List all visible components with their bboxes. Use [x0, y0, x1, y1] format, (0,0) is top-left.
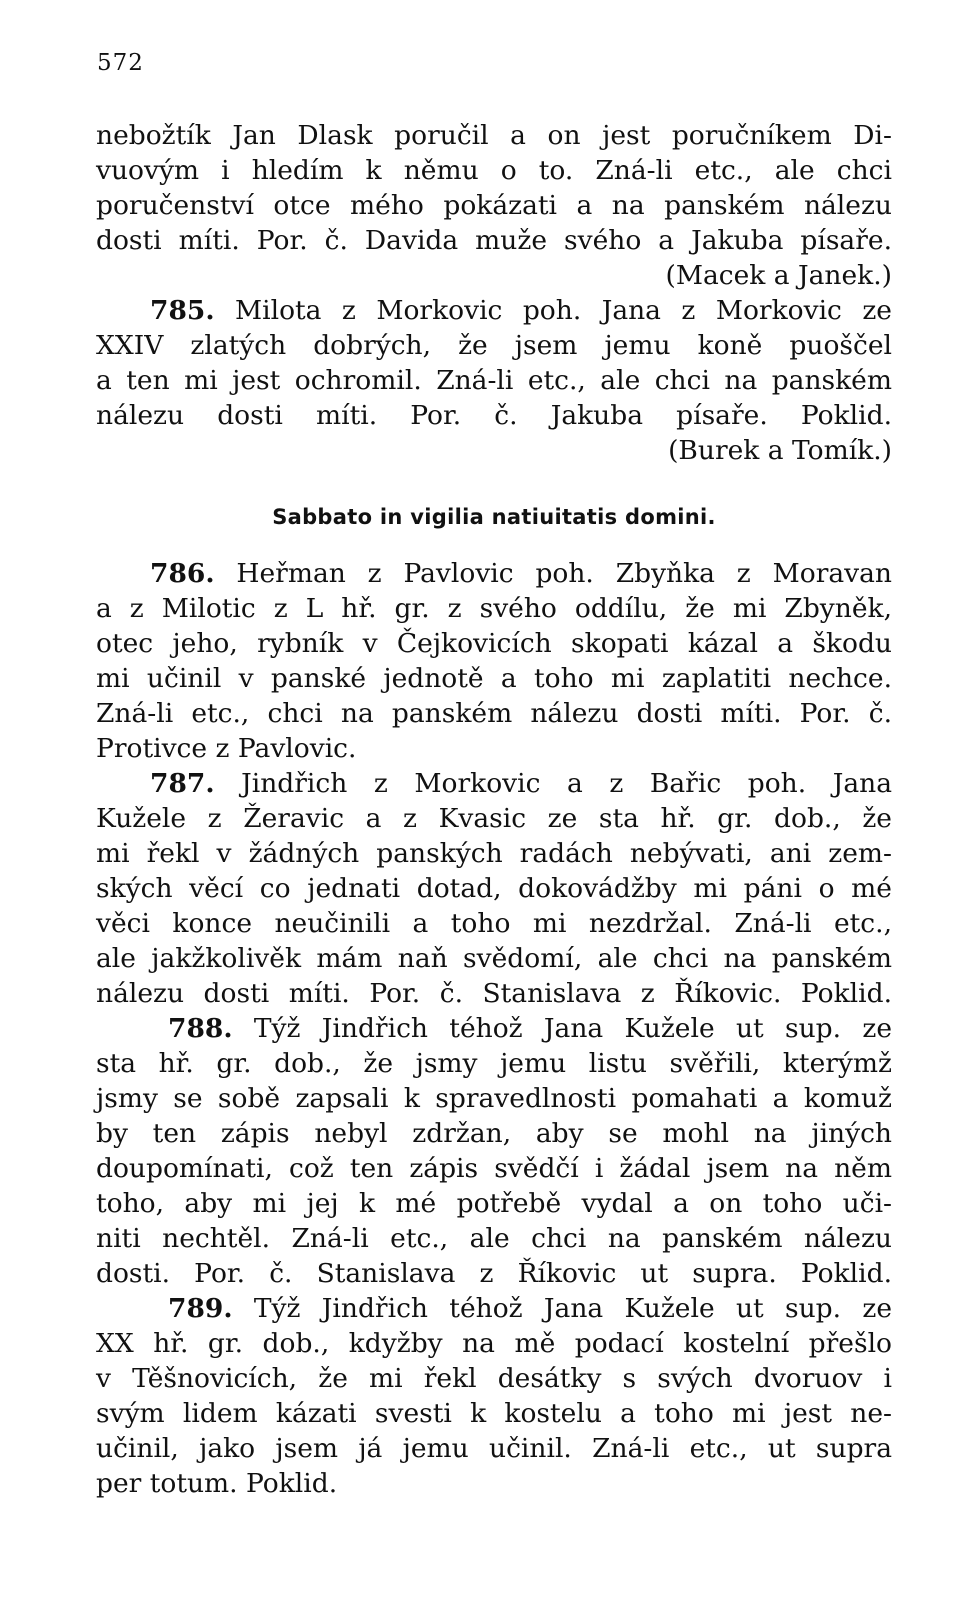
entry-text: Týž Jindřich téhož Jana Kužele ut sup. ze — [232, 1013, 892, 1044]
entry-first-line — [168, 1291, 892, 1327]
entry-text: Milota z Morkovic poh. Jana z Morkovic ze — [214, 295, 892, 326]
text-line: poručenství otce mého pokázati a na panském nálezu — [96, 190, 892, 221]
text-line: per totum. Poklid. — [96, 1468, 338, 1499]
text-line: doupomínati, což ten zápis svědčí i žádal jsem na něm — [96, 1153, 892, 1184]
entry-number: 785. — [150, 295, 215, 326]
text-line: by ten zápis nebyl zdržan, aby se mohl na jiných — [96, 1118, 892, 1149]
text-line: mi učinil v panské jednotě a toho mi zaplatiti nechce. — [96, 663, 892, 694]
entry-first-line — [150, 293, 892, 329]
text-line: jsmy se sobě zapsali k spravedlnosti pomahati a komuž — [96, 1083, 892, 1114]
text-line: XX hř. gr. dob., kdyžby na mě podací kostelní přešlo — [96, 1328, 892, 1359]
text-line: a ten mi jest ochromil. Zná-li etc., ale chci na panském — [96, 365, 892, 396]
text-line: ských věcí co jednati dotad, dokovádžby mi páni o mé — [96, 873, 892, 904]
text-line: toho, aby mi jej k mé potřebě vydal a on toho uči- — [96, 1188, 892, 1219]
text-line: nebožtík Jan Dlask poručil a on jest poručníkem Di- — [96, 120, 892, 151]
text-line: věci konce neučinili a toho mi nezdržal. Zná-li etc., — [96, 908, 892, 939]
entry-text: Jindřich z Morkovic a z Bařic poh. Jana — [214, 768, 892, 799]
text-line: Protivce z Pavlovic. — [96, 733, 357, 764]
text-line: dosti. Por. č. Stanislava z Říkovic ut supra. Poklid. — [96, 1258, 892, 1289]
entry-first-line — [150, 766, 892, 802]
text-line: otec jeho, rybník v Čejkovicích skopati kázal a škodu — [96, 628, 892, 659]
entry-number: 787. — [150, 768, 215, 799]
text-line: učinil, jako jsem já jemu učinil. Zná-li etc., ut supra — [96, 1433, 892, 1464]
text-line: Zná-li etc., chci na panském nálezu dosti míti. Por. č. — [96, 698, 892, 729]
entry-first-line — [150, 556, 892, 592]
page-number: 572 — [97, 50, 144, 76]
entry-text: Týž Jindřich téhož Jana Kužele ut sup. ze — [232, 1293, 892, 1324]
text-line: Kužele z Žeravic a z Kvasic ze sta hř. gr. dob., že — [96, 803, 892, 834]
text-line: ale jakžkolivěk mám naň svědomí, ale chci na panském — [96, 943, 892, 974]
entry-first-line — [168, 1011, 892, 1047]
entry-number: 786. — [150, 558, 215, 589]
entry-number: 789. — [168, 1293, 233, 1324]
text-line: v Těšnovicích, že mi řekl desátky s svých dvoruov i — [96, 1363, 892, 1394]
text-line: a z Milotic z L hř. gr. z svého oddílu, že mi Zbyněk, — [96, 593, 892, 624]
text-line: vuovým i hledím k němu o to. Zná-li etc., ale chci — [96, 155, 892, 186]
text-line: nálezu dosti míti. Por. č. Stanislava z Říkovic. Poklid. — [96, 978, 892, 1009]
section-heading: Sabbato in vigilia natiuitatis domini. — [272, 505, 716, 529]
text-line: svým lidem kázati svesti k kostelu a toho mi jest ne- — [96, 1398, 892, 1429]
text-line: nálezu dosti míti. Por. č. Jakuba písaře. Poklid. — [96, 400, 892, 431]
text-line: (Burek a Tomík.) — [668, 435, 892, 466]
entry-text: Heřman z Pavlovic poh. Zbyňka z Moravan — [214, 558, 892, 589]
text-line: niti nechtěl. Zná-li etc., ale chci na panském nálezu — [96, 1223, 892, 1254]
text-line: mi řekl v žádných panských radách nebývati, ani zem- — [96, 838, 892, 869]
text-line: XXIV zlatých dobrých, že jsem jemu koně puoščel — [96, 330, 892, 361]
text-line: dosti míti. Por. č. Davida muže svého a Jakuba písaře. — [96, 225, 892, 256]
text-line: sta hř. gr. dob., že jsmy jemu listu svěřili, kterýmž — [96, 1048, 892, 1079]
entry-number: 788. — [168, 1013, 233, 1044]
text-line: (Macek a Janek.) — [665, 260, 892, 291]
